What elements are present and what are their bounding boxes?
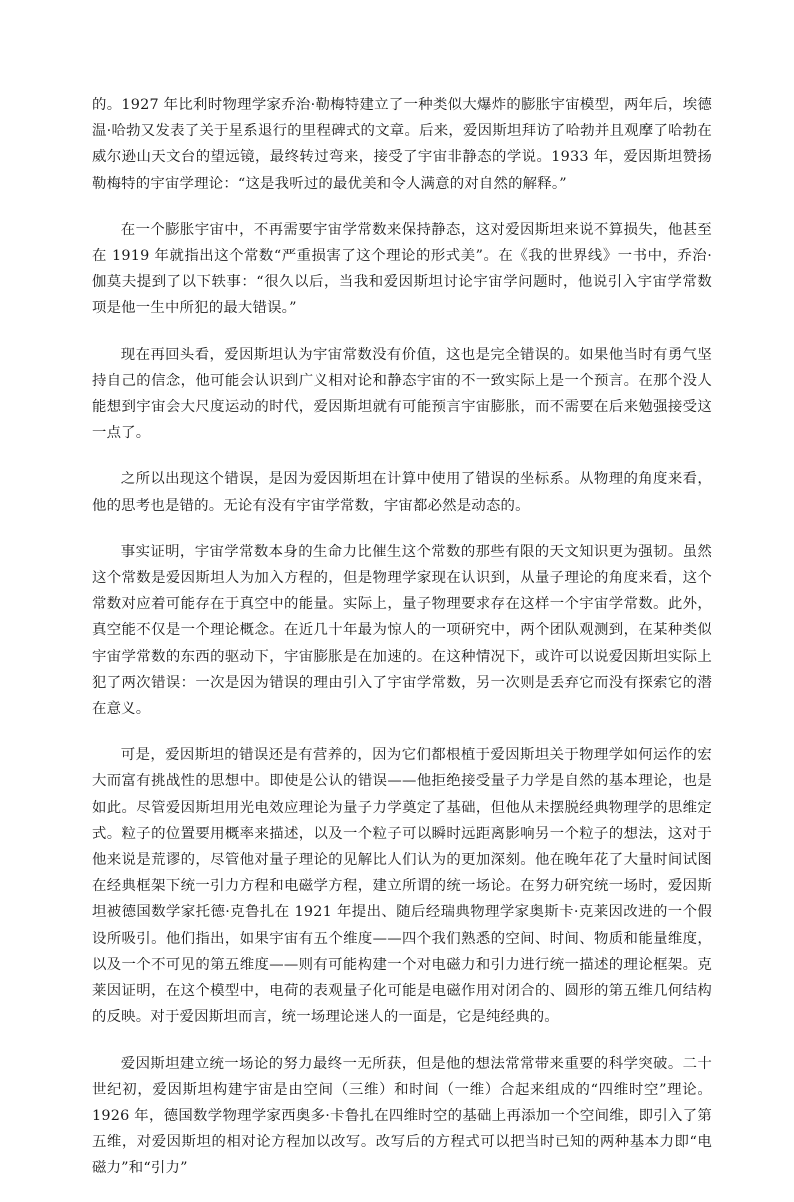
paragraph-3: 现在再回头看，爱因斯坦认为宇宙常数没有价值，这也是完全错误的。如果他当时有勇气坚持自己的信念，他可能会认识到广义相对论和静态宇宙的不一致实际上是一个预言。在那个没人能想到宇宙会大尺度运动的时代，爱因斯坦就有可能预言宇宙膨胀，而不需要在后来勉强接受这一点了。 — [92, 346, 712, 442]
paragraph-2: 在一个膨胀宇宙中，不再需要宇宙学常数来保持静态，这对爱因斯坦来说不算损失，他甚至在 1919 年就指出这个常数“严重损害了这个理论的形式美”。在《我的世界线》一书中，乔治·伽莫夫提到了以下轶事：“很久以后，当我和爱因斯坦讨论宇宙学问题时，他说引入宇宙学常数项是他一生中所犯的最大错误。” — [92, 221, 712, 317]
document-page — [92, 92, 712, 1202]
paragraph-6: 可是，爱因斯坦的错误还是有营养的，因为它们都根植于爱因斯坦关于物理学如何运作的宏大而富有挑战性的思想中。即使是公认的错误——他拒绝接受量子力学是自然的基本理论，也是如此。尽管爱因斯坦用光电效应理论为量子力学奠定了基础，但他从未摆脱经典物理学的思维定式。粒子的位置要用概率来描述，以及一个粒子可以瞬时远距离影响另一个粒子的想法，这对于他来说是荒谬的，尽管他对量子理论的见解比人们认为的更加深刻。他在晚年花了大量时间试图在经典框架下统一引力方程和电磁学方程，建立所谓的统一场论。在努力研究统一场时，爱因斯坦被德国数学家托德·克鲁扎在 1921 年提出、随后经瑞典物理学家奥斯卡·克莱因改进的一个假设所吸引。他们指出，如果宇宙有五个维度——四个我们熟悉的空间、时间、物质和能量维度，以及一个不可见的第五维度——则有可能构建一个对电磁力和引力进行统一描述的理论框架。克莱因证明，在这个模型中，电荷的表观量子化可能是电磁作用对闭合的、圆形的第五维几何结构的反映。对于爱因斯坦而言，统一场理论迷人的一面是，它是纯经典的。 — [92, 747, 712, 1026]
paragraph-1: 的。1927 年比利时物理学家乔治·勒梅特建立了一种类似大爆炸的膨胀宇宙模型，两年后，埃德温·哈勃又发表了关于星系退行的里程碑式的文章。后来，爱因斯坦拜访了哈勃并且观摩了哈勃在威尔逊山天文台的望远镜，最终转过弯来，接受了宇宙非静态的学说。1933 年，爱因斯坦赞扬勒梅特的宇宙学理论：“这是我听过的最优美和令人满意的对自然的解释。” — [92, 97, 712, 192]
paragraph-5: 事实证明，宇宙学常数本身的生命力比催生这个常数的那些有限的天文知识更为强韧。虽然这个常数是爱因斯坦人为加入方程的，但是物理学家现在认识到，从量子理论的角度来看，这个常数对应着可能存在于真空中的能量。实际上，量子物理要求存在这样一个宇宙学常数。此外，真空能不仅是一个理论概念。在近几十年最为惊人的一项研究中，两个团队观测到，在某种类似宇宙学常数的东西的驱动下，宇宙膨胀是在加速的。在这种情况下，或许可以说爱因斯坦实际上犯了两次错误：一次是因为错误的理由引入了宇宙学常数，另一次则是丢弃它而没有探索它的潜在意义。 — [92, 543, 712, 718]
paragraph-4: 之所以出现这个错误，是因为爱因斯坦在计算中使用了错误的坐标系。从物理的角度来看，他的思考也是错的。无论有没有宇宙学常数，宇宙都必然是动态的。 — [92, 471, 712, 514]
paragraph-7: 爱因斯坦建立统一场论的努力最终一无所获，但是他的想法常常带来重要的科学突破。二十世纪初，爱因斯坦构建宇宙是由空间（三维）和时间（一维）合起来组成的“四维时空”理论。1926 年，德国数学物理学家西奥多·卡鲁扎在四维时空的基础上再添加一个空间维，即引入了第五维，对爱因斯坦的相对论方程加以改写。改写后的方程式可以把当时已知的两种基本力即“电磁力”和“引力” — [92, 1055, 712, 1177]
